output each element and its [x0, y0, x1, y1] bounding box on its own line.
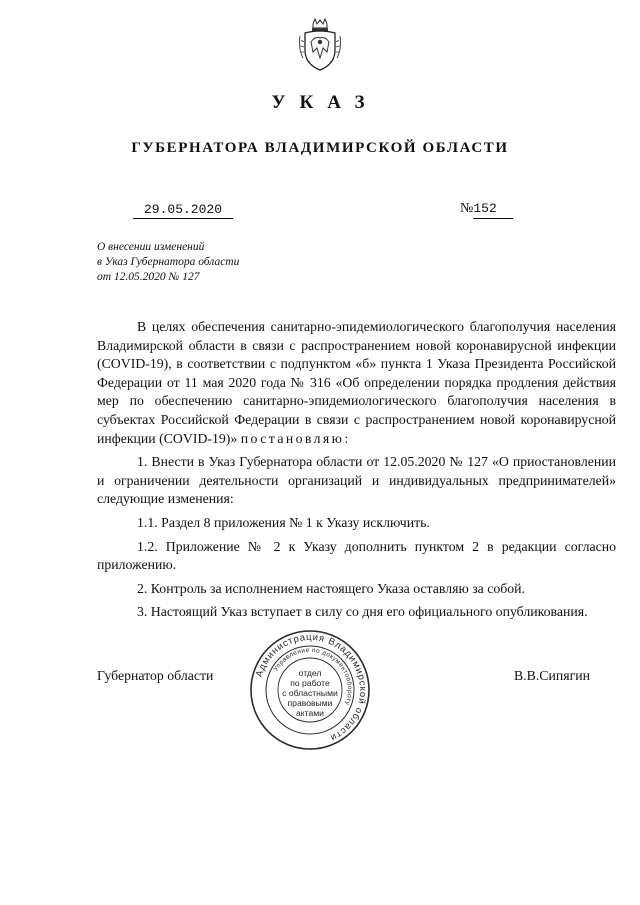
stamp-ring-inner-text: Управление по документообороту: [272, 646, 354, 707]
intro-text: В целях обеспечения санитарно-эпидемиологического благополучия населения Владимирской области в связи с распространением новой коронавирусной инфекции (COVID-19), в соответствии с подпунктом «б» пункта 1 Указа Президента Российской Федерации от 11 мая 2020 года № 316 «Об определении порядка продления действия мер по обеспечению санитарно-эпидемиологического благополучия населения в субъектах Российской Федерации в связи с распространением новой коронавирусной инфекции (COVID-19)»: [97, 319, 616, 446]
number-sign: №: [460, 201, 474, 216]
intro-paragraph: [97, 318, 616, 448]
stamp-center-line: с областными: [282, 688, 338, 698]
signatory-position: Губернатор области: [97, 668, 214, 683]
document-subtitle: ГУБЕРНАТОРА ВЛАДИМИРСКОЙ ОБЛАСТИ: [131, 140, 509, 156]
item-1: 1. Внести в Указ Губернатора области от 12.05.2020 № 127 «О приостановлении и ограничении деятельности организаций и индивидуальных предпринимателей» следующие изменения:: [97, 454, 616, 507]
document-number-value: 152: [473, 200, 513, 219]
stamp-center-line: по работе: [290, 678, 330, 688]
document-title: УКАЗ: [271, 92, 379, 113]
stamp-center-line: отдел: [298, 668, 322, 678]
stamp-center-text: [272, 668, 348, 718]
stamp-center-line: правовыми: [287, 698, 333, 708]
item-1-2: 1.2. Приложение № 2 к Указу дополнить пунктом 2 в редакции согласно приложению.: [97, 538, 616, 573]
coat-of-arms-icon: [297, 18, 343, 72]
subject-line: в Указ Губернатора области: [97, 256, 240, 268]
stamp-center-line: актами: [296, 708, 324, 718]
item-2: 2. Контроль за исполнением настоящего Указа оставляю за собой.: [137, 580, 525, 596]
document-number: [460, 200, 513, 219]
signatory-name: В.В.Сипягин: [514, 668, 591, 683]
stamp-ring-text: Администрация Владимирской области: [253, 631, 369, 744]
document-date: 29.05.2020: [133, 202, 233, 219]
subject-line: от 12.05.2020 № 127: [97, 271, 200, 283]
item-1-1: 1.1. Раздел 8 приложения № 1 к Указу исключить.: [137, 514, 430, 530]
subject-line: О внесении изменений: [97, 241, 205, 253]
decree-word: постановляю:: [240, 430, 351, 446]
item-3: 3. Настоящий Указ вступает в силу со дня его официального опубликования.: [137, 604, 588, 620]
document-subject: [97, 240, 317, 285]
document-body: [97, 318, 616, 622]
